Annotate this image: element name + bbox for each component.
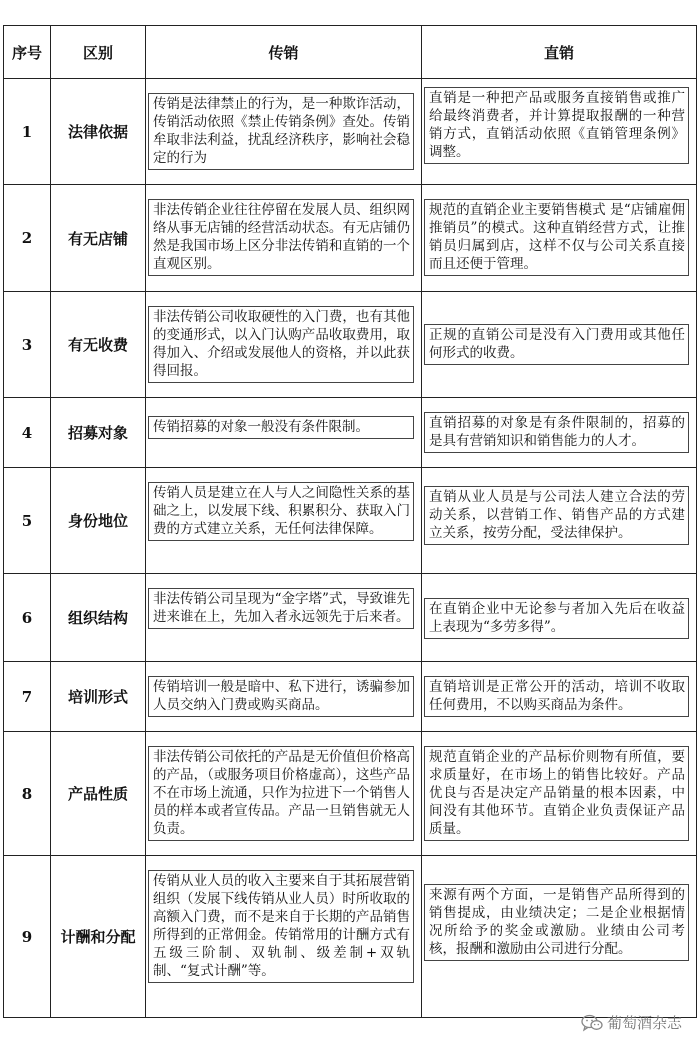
- pyramid-cell: 传销培训一般是暗中、私下进行，诱骗参加人员交纳入门费或购买商品。: [148, 676, 414, 717]
- row-category: 组织结构: [51, 574, 146, 662]
- row-category: 有无店铺: [51, 185, 146, 292]
- header-direct-selling: 直销: [422, 26, 697, 79]
- table-row: [4, 662, 697, 732]
- row-category: 法律依据: [51, 79, 146, 185]
- comparison-table: [3, 25, 697, 1018]
- row-number: 4: [4, 398, 51, 468]
- direct-cell: 在直销企业中无论参与者加入先后在收益上表现为“多劳多得”。: [424, 598, 689, 639]
- row-category: 培训形式: [51, 662, 146, 732]
- row-number: 8: [4, 732, 51, 856]
- row-number: 9: [4, 856, 51, 1018]
- table-row: [4, 574, 697, 662]
- pyramid-cell: 非法传销公司依托的产品是无价值但价格高的产品，（或服务项目价格虚高），这些产品不在市场上流通，只作为拉进下一个销售人员的样本或者宣传品。产品一旦销售就无人负责。: [148, 746, 414, 841]
- pyramid-cell: 传销从业人员的收入主要来自于其拓展营销组织（发展下线传销从业人员）时所收取的高额入门费，而不是来自于长期的产品销售所得到的正常佣金。传销常用的计酬方式有五级三阶制、双轨制、级差制+双轨制、“复式计酬”等。: [148, 870, 414, 983]
- table-row: [4, 79, 697, 185]
- pyramid-cell: 传销人员是建立在人与人之间隐性关系的基础之上，以发展下线、积累积分、获取入门费的方式建立关系，无任何法律保障。: [148, 482, 414, 541]
- pyramid-cell: 传销是法律禁止的行为，是一种欺诈活动，传销活动依照《禁止传销条例》查处。传销牟取非法利益，扰乱经济秩序，影响社会稳定的行为: [148, 93, 414, 170]
- pyramid-cell: 非法传销公司呈现为“金字塔”式，导致谁先进来谁在上，先加入者永远领先于后来者。: [148, 588, 414, 629]
- direct-cell: 正规的直销公司是没有入门费用或其他任何形式的收费。: [424, 324, 689, 365]
- row-category: 有无收费: [51, 292, 146, 398]
- row-number: 6: [4, 574, 51, 662]
- table-row: [4, 856, 697, 1018]
- wechat-icon: [581, 1014, 603, 1032]
- table-row: [4, 732, 697, 856]
- watermark: [581, 1012, 682, 1033]
- row-category: 产品性质: [51, 732, 146, 856]
- direct-cell: 直销招募的对象是有条件限制的，招募的是具有营销知识和销售能力的人才。: [424, 412, 689, 453]
- direct-cell: 来源有两个方面，一是销售产品所得到的销售提成，由业绩决定；二是企业根据情况所给予的奖金或激励。业绩由公司考核，报酬和激励由公司进行分配。: [424, 884, 689, 961]
- table-row: [4, 185, 697, 292]
- table-row: [4, 398, 697, 468]
- row-number: 7: [4, 662, 51, 732]
- header-number: 序号: [4, 26, 51, 79]
- row-number: 2: [4, 185, 51, 292]
- pyramid-cell: 非法传销企业往往停留在发展人员、组织网络从事无店铺的经营活动状态。有无店铺仍然是我国市场上区分非法传销和直销的一个直观区别。: [148, 199, 414, 276]
- table-row: [4, 468, 697, 574]
- row-number: 3: [4, 292, 51, 398]
- direct-cell: 直销从业人员是与公司法人建立合法的劳动关系，以营销工作、销售产品的方式建立关系，按劳分配，受法律保护。: [424, 486, 689, 545]
- direct-cell: 直销培训是正常公开的活动，培训不收取任何费用，不以购买商品为条件。: [424, 676, 689, 717]
- direct-cell: 规范的直销企业主要销售模式 是“店铺雇佣推销员”的模式。这种直销经营方式，让推销员归属到店，这样不仅与公司关系直接而且还便于管理。: [424, 199, 689, 276]
- direct-cell: 规范直销企业的产品标价则物有所值，要求质量好，在市场上的销售比较好。产品优良与否是决定产品销量的根本因素，中间没有其他环节。直销企业负责保证产品质量。: [424, 746, 689, 841]
- row-number: 1: [4, 79, 51, 185]
- header-category: 区别: [51, 26, 146, 79]
- pyramid-cell: 非法传销公司收取硬性的入门费，也有其他的变通形式，以入门认购产品收取费用，取得加入、介绍或发展他人的资格，并以此获得回报。: [148, 306, 414, 383]
- row-number: 5: [4, 468, 51, 574]
- row-category: 计酬和分配: [51, 856, 146, 1018]
- watermark-text: 葡萄酒杂志: [606, 1014, 682, 1032]
- header-pyramid-selling: 传销: [146, 26, 422, 79]
- table-header-row: [4, 26, 697, 79]
- pyramid-cell: 传销招募的对象一般没有条件限制。: [148, 416, 414, 439]
- row-category: 身份地位: [51, 468, 146, 574]
- direct-cell: 直销是一种把产品或服务直接销售或推广给最终消费者，并计算提取报酬的一种营销方式，直销活动依照《直销管理条例》调整。: [424, 87, 689, 164]
- table-row: [4, 292, 697, 398]
- row-category: 招募对象: [51, 398, 146, 468]
